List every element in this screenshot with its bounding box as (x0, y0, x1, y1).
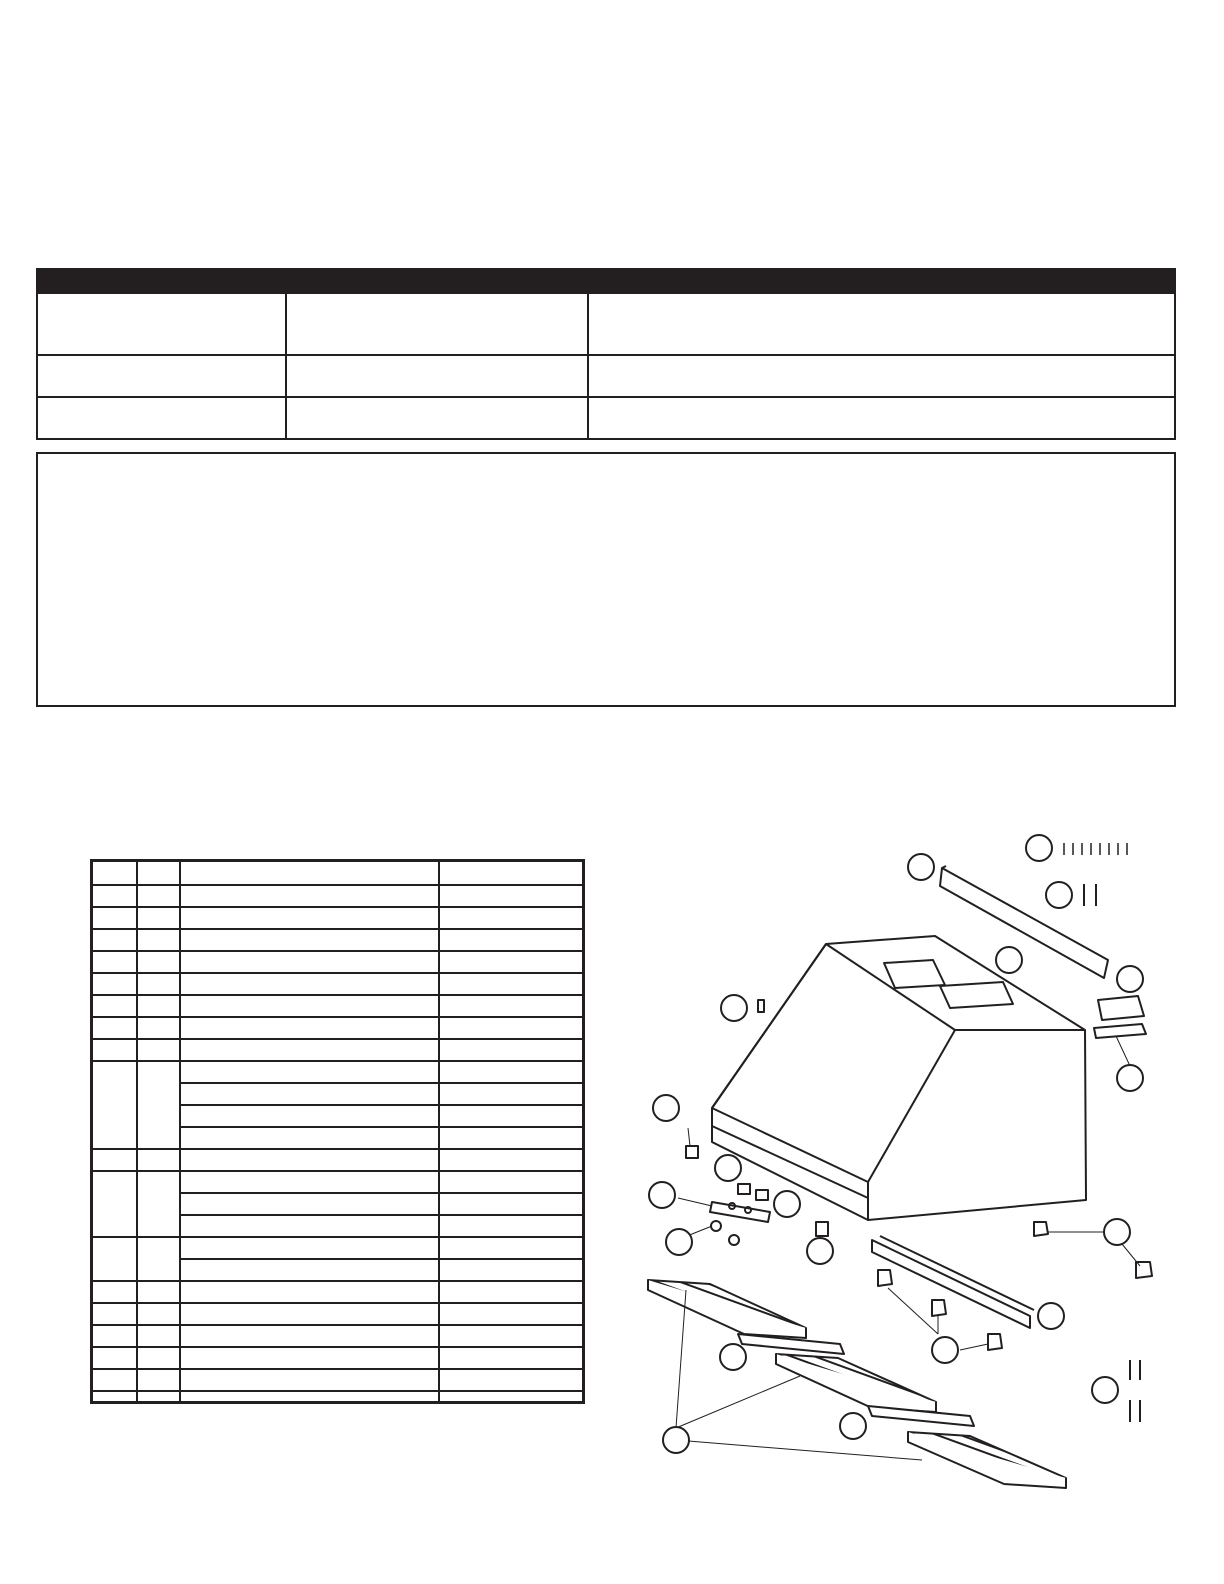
callout-circle (1026, 835, 1052, 861)
callout-circle (774, 1191, 800, 1217)
row-divider (93, 1016, 582, 1018)
button-caps (738, 1184, 768, 1200)
row-divider (93, 1148, 582, 1150)
spec-table (36, 268, 1176, 440)
callout-circle (1117, 966, 1143, 992)
callout-circle (1038, 1303, 1064, 1329)
wall-anchors-icon (1130, 1360, 1140, 1422)
light-bulb-icon (758, 1000, 764, 1012)
notice-box (36, 452, 1176, 707)
callout-circle (840, 1413, 866, 1439)
row-divider (181, 1104, 582, 1106)
callout-circle (663, 1427, 689, 1453)
baffle-filter (908, 1432, 1066, 1488)
control-panel (710, 1202, 770, 1222)
callout-circle (996, 947, 1022, 973)
row-divider (93, 950, 582, 952)
row-divider (93, 1060, 582, 1062)
callout-circle (666, 1229, 692, 1255)
exploded-parts-diagram (600, 820, 1200, 1520)
callout-circle (1104, 1219, 1130, 1245)
long-screws-icon (1084, 884, 1096, 906)
front-rail (872, 1236, 1034, 1328)
knob-icon (711, 1221, 739, 1245)
baffle-filter (648, 1280, 806, 1338)
row-divider (93, 1170, 582, 1172)
column-divider (136, 862, 138, 1401)
row-divider (93, 1038, 582, 1040)
switch-icon (686, 1146, 698, 1158)
column-divider (587, 294, 589, 438)
spec-row (38, 294, 1174, 356)
spec-row (38, 398, 1174, 438)
column-divider (438, 862, 440, 1401)
callout-circle (720, 1344, 746, 1370)
row-divider (93, 994, 582, 996)
row-divider (93, 1368, 582, 1370)
row-divider (93, 1236, 582, 1238)
column-divider (179, 862, 181, 1401)
row-divider (181, 1192, 582, 1194)
callout-circle (932, 1337, 958, 1363)
range-hood-body (712, 936, 1086, 1220)
callout-circle (715, 1155, 741, 1181)
row-divider (93, 1324, 582, 1326)
callout-circle (649, 1182, 675, 1208)
spec-table-header (38, 270, 1174, 294)
row-divider (93, 884, 582, 886)
row-divider (93, 1302, 582, 1304)
column-divider (285, 294, 287, 438)
row-divider (93, 972, 582, 974)
callout-circle (653, 1095, 679, 1121)
callout-circle (807, 1238, 833, 1264)
callout-circle (721, 995, 747, 1021)
row-divider (181, 1258, 582, 1260)
row-divider (181, 1214, 582, 1216)
row-divider (181, 1082, 582, 1084)
connector-icon (816, 1222, 828, 1236)
row-divider (93, 906, 582, 908)
callout-circle (1117, 1065, 1143, 1091)
callout-circle (908, 854, 934, 880)
row-divider (93, 928, 582, 930)
screws-icon (1064, 843, 1127, 855)
row-divider (93, 1346, 582, 1348)
callout-circle (1092, 1377, 1118, 1403)
damper-box (1094, 996, 1146, 1038)
row-divider (93, 1390, 582, 1392)
spec-row (38, 356, 1174, 398)
baffle-filter (776, 1354, 936, 1412)
row-divider (181, 1126, 582, 1128)
callout-circle (1046, 882, 1072, 908)
row-divider (93, 1280, 582, 1282)
parts-list-table (90, 859, 585, 1404)
